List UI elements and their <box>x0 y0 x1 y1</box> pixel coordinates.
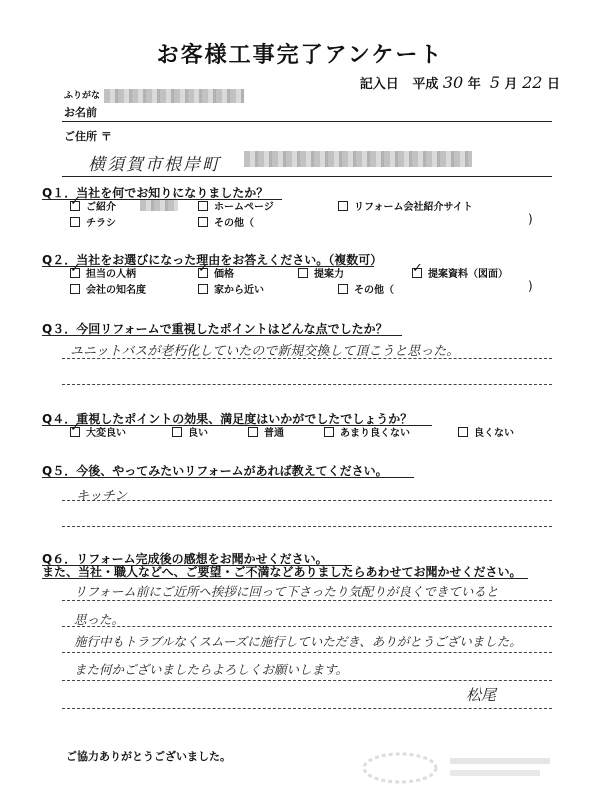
checkbox-checked-icon <box>70 201 80 211</box>
q4-option-normal[interactable]: 普通 <box>248 424 284 439</box>
entry-date <box>360 73 560 92</box>
date-day-unit: 日 <box>546 77 560 92</box>
date-month: 5 <box>489 73 501 92</box>
checkbox-checked-icon <box>70 427 80 437</box>
q2-label: Q２．当社をお選びになった理由をお答えください。（複数可） <box>42 253 383 267</box>
furigana-label: ふりがな <box>64 91 101 101</box>
q1-close-paren: ) <box>528 212 533 226</box>
q5-answer-line-1 <box>62 500 552 501</box>
q1-option-referral[interactable]: ✓ご紹介 <box>70 198 116 213</box>
q6-rule-1 <box>62 600 552 601</box>
q1-option-flyer[interactable]: チラシ <box>70 214 116 229</box>
q3-answer-line-1 <box>62 358 552 359</box>
address-label: ご住所 〒 <box>64 130 112 143</box>
q6-rule-3 <box>62 652 552 653</box>
date-label: 記入日 <box>359 77 399 92</box>
q5-answer-line-2 <box>62 526 552 527</box>
checkbox-icon <box>70 284 80 294</box>
q3-answer: ユニットバスが老朽化していたので新規交換して頂こうと思った。 <box>70 344 460 359</box>
q1-label: Q１．当社を何でお知りになりましたか？ <box>42 186 269 200</box>
page-title: お客様工事完了アンケート <box>156 43 444 68</box>
q2-option-price[interactable]: ✓ 価格 <box>198 265 234 280</box>
date-era: 平成 <box>412 77 439 92</box>
date-year: 30 <box>442 73 464 92</box>
q6-label: Q６．リフォーム完成後の感想をお聞かせください。 <box>42 552 328 566</box>
checkbox-icon <box>198 217 208 227</box>
faded-stamp-logo <box>360 750 560 786</box>
q1-option-other[interactable]: その他（ <box>198 214 254 229</box>
q2-option-reputation[interactable]: 会社の知名度 <box>70 281 146 296</box>
q4-option-bad[interactable]: 良くない <box>458 424 514 439</box>
q6-answer-line-4-text: また何かございましたらよろしくお願いします。 <box>74 662 349 677</box>
checkbox-icon <box>298 268 308 278</box>
q3-label: Q３．今回リフォームで重視したポイントはどんな点でしたか？ <box>42 322 388 336</box>
name-label: お名前 <box>64 106 97 119</box>
redacted-name <box>104 89 244 103</box>
address-value: 横須賀市根岸町 <box>88 155 221 175</box>
q2-option-other[interactable]: その他（ <box>338 281 394 296</box>
redacted-referrer <box>140 200 178 211</box>
q2-option-staff[interactable]: ✓担当の人柄 <box>70 265 136 280</box>
q4-option-very-good[interactable]: ✓大変良い <box>70 424 126 439</box>
checkbox-checked-icon <box>70 268 80 278</box>
q1-option-homepage[interactable]: ホームページ <box>198 198 274 213</box>
q4-option-not-so-good[interactable]: あまり良くない <box>324 424 410 439</box>
q3-answer-line-2 <box>62 384 552 385</box>
date-month-unit: 月 <box>504 77 518 92</box>
checkbox-icon <box>198 201 208 211</box>
q2-option-proposal[interactable]: 提案力 <box>298 265 344 280</box>
q5-underline <box>42 477 414 478</box>
q6-rule-4 <box>62 680 552 681</box>
q6-sublabel-underline <box>42 578 528 579</box>
date-day: 22 <box>522 73 543 92</box>
checkbox-icon <box>198 284 208 294</box>
checkbox-icon <box>248 427 258 437</box>
q3-underline <box>42 335 402 336</box>
checkbox-icon <box>70 217 80 227</box>
checkbox-icon <box>458 427 468 437</box>
q5-label: Q５．今後、やってみたいリフォームがあれば教えてください。 <box>42 464 388 478</box>
q4-label: Q４．重視したポイントの効果、満足度はいかがでしたでしょうか？ <box>42 412 413 426</box>
q1-option-reform-site[interactable]: リフォーム会社紹介サイト <box>338 198 473 213</box>
checkbox-checked-icon <box>412 268 422 278</box>
q6-signature: 松尾 <box>466 686 497 704</box>
q2-close-paren: ) <box>528 279 533 293</box>
q6-sublabel: また、当社・職人などへ、ご要望・ご不満などありましたらあわせてお聞かせください。 <box>42 565 522 579</box>
checkbox-icon <box>172 427 182 437</box>
footer-thanks: ご協力ありがとうございました。 <box>66 750 231 763</box>
q6-answer-line-1-text: リフォーム前にご近所へ挨拶に回って下さったり気配りが良くできていると <box>74 584 499 599</box>
checkbox-checked-icon <box>198 268 208 278</box>
q2-option-nearby[interactable]: 家から近い <box>198 281 264 296</box>
q4-option-good[interactable]: 良い <box>172 424 208 439</box>
q6-rule-2 <box>62 626 552 627</box>
address-line <box>62 176 552 177</box>
q6-answer-line-3-text: 施行中もトラブルなくスムーズに施行していただき、ありがとうございました。 <box>74 634 522 649</box>
q5-answer: キッチン <box>76 489 128 504</box>
checkbox-icon <box>338 201 348 211</box>
date-year-unit: 年 <box>467 77 481 92</box>
q6-answer-line-2-text: 思った。 <box>74 612 125 627</box>
q6-rule-5 <box>62 708 552 709</box>
checkbox-icon <box>338 284 348 294</box>
redacted-address <box>244 151 472 167</box>
checkbox-icon <box>324 427 334 437</box>
name-line <box>62 121 552 122</box>
q2-option-documents[interactable]: ✓ 提案資料（図面） <box>412 265 508 280</box>
